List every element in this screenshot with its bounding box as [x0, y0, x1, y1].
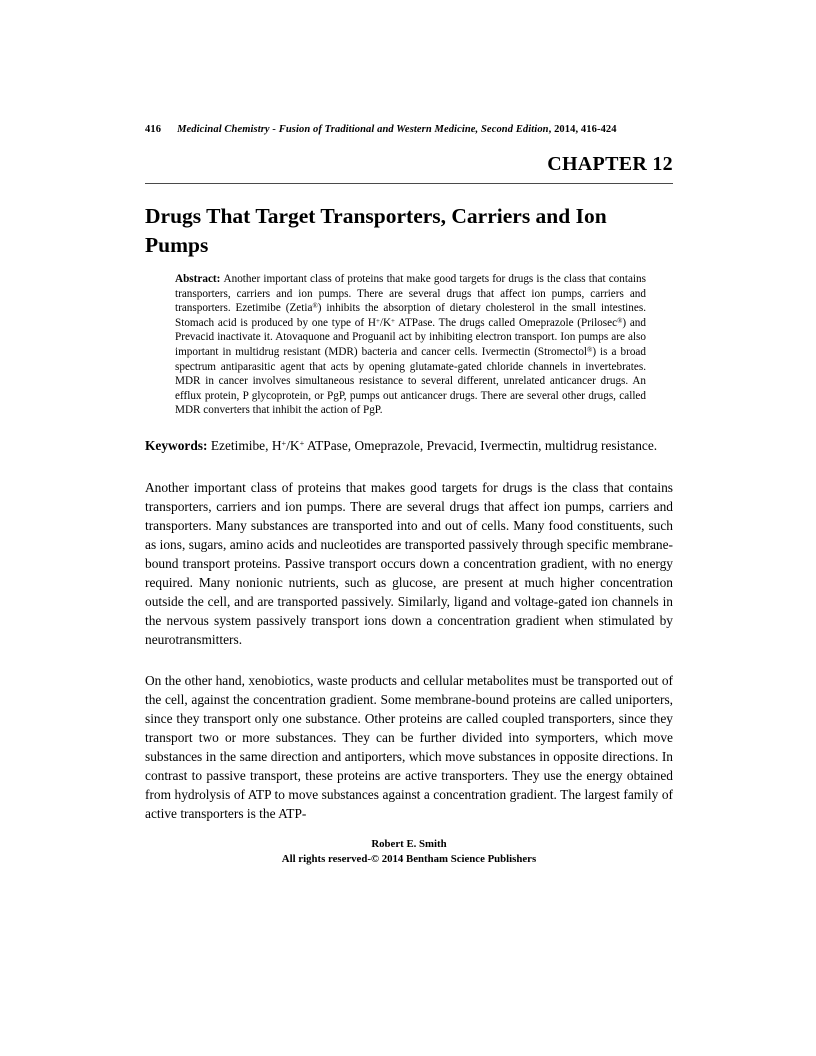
footer-author: Robert E. Smith [371, 837, 447, 850]
chapter-label: CHAPTER 12 [547, 153, 673, 175]
running-header [145, 124, 673, 135]
running-title: Medicinal Chemistry - Fusion of Traditional and Western Medicine, Second Edition [177, 124, 549, 135]
chapter-divider [145, 183, 673, 184]
page-content [145, 0, 673, 867]
abstract-paragraph: Abstract: Another important class of proteins that make good targets for drugs is the class that contains transporters, carriers and ion pumps. There are several drugs that affect ion pumps, carriers and transporters. Ezetimibe (Zetia®) inhibits the absorption of dietary cholesterol in the small intestines. Stomach acid is produced by one type of H+/K+ ATPase. The drugs called Omeprazole (Prilosec®) and Prevacid inactivate it. Atovaquone and Proguanil act by inhibiting electron transport. Ion pumps are also important in multidrug resistant (MDR) bacteria and cancer cells. Ivermectin (Stromectol®) is a broad spectrum antiparasitic agent that acts by opening glutamate-gated chloride channels in invertebrates. MDR in cancer involves simultaneous resistance to several different, unrelated anticancer drugs. An efflux protein, P glycoprotein, or PgP, pumps out anticancer drugs. There are several other drugs, called MDR converters that inhibit the action of PgP. [175, 273, 646, 417]
chapter-title: Drugs That Target Transporters, Carriers and Ion Pumps [145, 204, 607, 257]
body-paragraph-1: Another important class of proteins that makes good targets for drugs is the class that contains transporters, carriers and ion pumps. There are several drugs that affect ion pumps, carriers and transporters. Many substances are transported into and out of cells. Many food constituents, such as ions, sugars, amino acids and nucleotides are transported passively through specific membrane-bound transport proteins. Passive transport occurs down a concentration gradient, with no energy required. Many nonionic nutrients, such as glucose, are present at much higher concentration outside the cell, and are transported passively. Similarly, ligand and voltage-gated ion channels in the nervous system passively transport ions down a concentration gradient when stimulated by neurotransmitters. [145, 479, 673, 647]
keywords-line: Keywords: Ezetimibe, H+/K+ ATPase, Omeprazole, Prevacid, Ivermectin, multidrug resistance. [145, 437, 658, 453]
footer-copyright: All rights reserved-© 2014 Bentham Science Publishers [281, 852, 537, 865]
page-number: 416 [145, 124, 162, 135]
running-header-suffix: , 2014, 416-424 [548, 124, 617, 135]
body-paragraph-2: On the other hand, xenobiotics, waste products and cellular metabolites must be transported out of the cell, against the concentration gradient. Some membrane-bound proteins are called uniporters, since they transport only one substance. Other proteins are called coupled transporters, since they transport two or more substances. They can be further divided into symporters, which move substances in the same direction and antiporters, which move substances in opposite directions. In contrast to passive transport, these proteins are active transporters. They use the energy obtained from hydrolysis of ATP to move substances against a concentration gradient. The largest family of active transporters is the ATP- [145, 672, 673, 821]
page-footer [145, 837, 673, 867]
